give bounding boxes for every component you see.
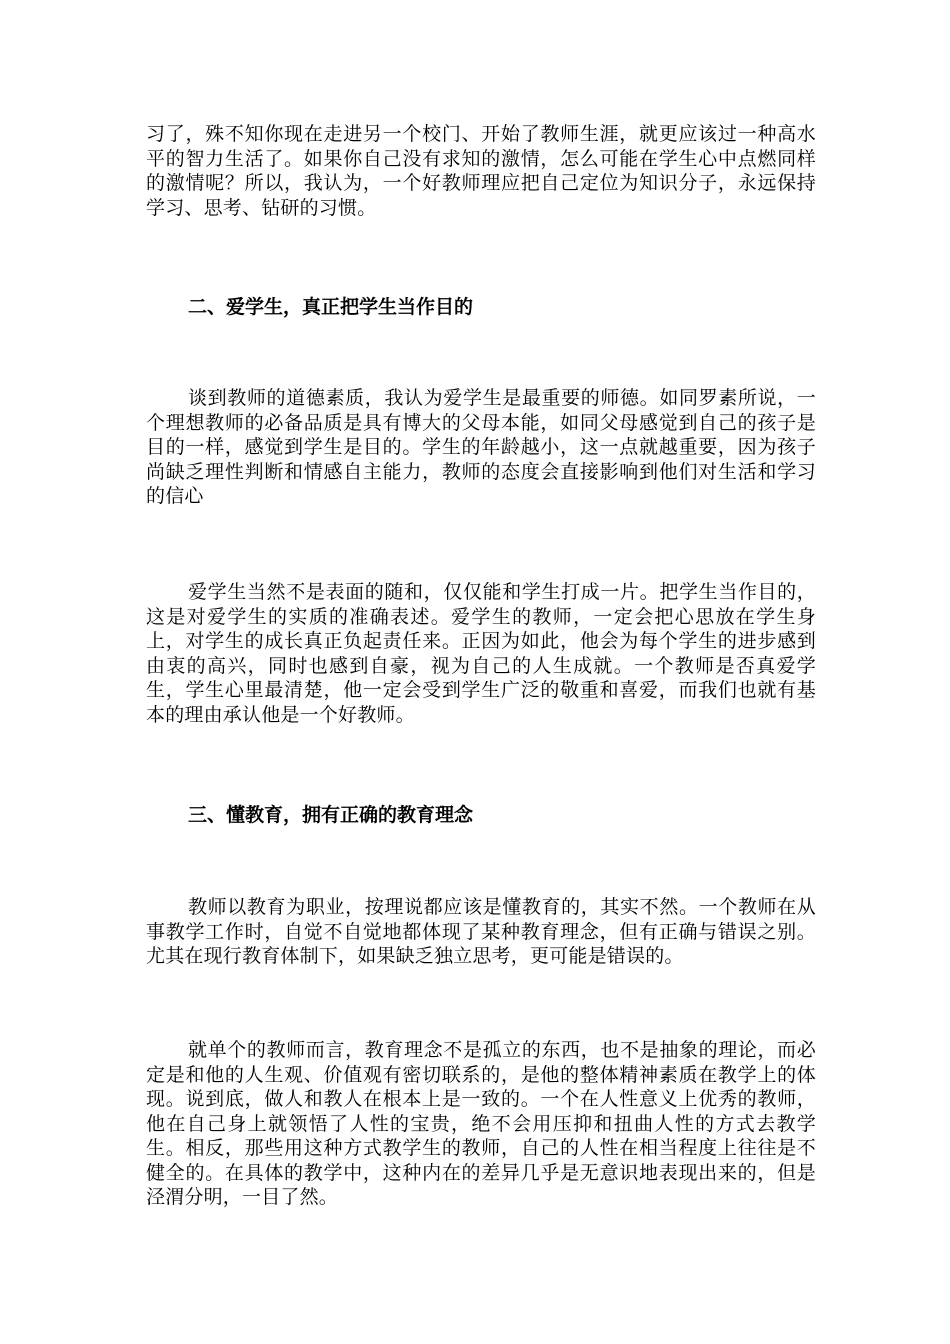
paragraph-text: 谈到教师的道德素质，我认为爱学生是最重要的师德。如同罗素所说，一个理想教师的必备品质是具有博大的父母本能，如同父母感觉到自己的孩子是目的一样，感觉到学生是目的。学生的年龄越小，这一点就越重要，因为孩子尚缺乏理性判断和情感自主能力，教师的态度会直接影响到他们对生活和学习的信心	[146, 387, 816, 507]
paragraph-education-profession	[146, 895, 816, 969]
paragraph-love-students	[146, 580, 816, 727]
paragraph-continuation	[146, 122, 816, 220]
section-heading-text: 三、懂教育，拥有正确的教育理念	[188, 804, 474, 826]
section-heading-3	[146, 803, 816, 827]
paragraph-teacher-morality	[146, 386, 816, 509]
paragraph-text: 就单个的教师而言，教育理念不是孤立的东西，也不是抽象的理论，而必定是和他的人生观、价值观有密切联系的，是他的整体精神素质在教学上的体现。说到底，做人和教人在根本上是一致的。一个在人性意义上优秀的教师，他在自己身上就领悟了人性的宝贵，绝不会用压抑和扭曲人性的方式去教学生。相反，那些用这种方式教学生的教师，自己的人性在相当程度上往往是不健全的。在具体的教学中，这种内在的差异几乎是无意识地表现出来的，但是泾渭分明，一目了然。	[146, 1039, 816, 1208]
paragraph-text: 教师以教育为职业，按理说都应该是懂教育的，其实不然。一个教师在从事教学工作时，自觉不自觉地都体现了某种教育理念，但有正确与错误之别。尤其在现行教育体制下，如果缺乏独立思考，更可能是错误的。	[146, 896, 816, 967]
paragraph-text: 习了，殊不知你现在走进另一个校门、开始了教师生涯，就更应该过一种高水平的智力生活了。如果你自己没有求知的激情，怎么可能在学生心中点燃同样的激情呢？所以，我认为，一个好教师理应把自己定位为知识分子，永远保持学习、思考、钻研的习惯。	[146, 123, 816, 219]
paragraph-education-philosophy	[146, 1038, 816, 1210]
section-heading-text: 二、爱学生，真正把学生当作目的	[188, 296, 474, 318]
section-heading-2	[146, 295, 816, 319]
paragraph-text: 爱学生当然不是表面的随和，仅仅能和学生打成一片。把学生当作目的，这是对爱学生的实质的准确表述。爱学生的教师，一定会把心思放在学生身上，对学生的成长真正负起责任来。正因为如此，他会为每个学生的进步感到由衷的高兴，同时也感到自豪，视为自己的人生成就。一个教师是否真爱学生，学生心里最清楚，他一定会受到学生广泛的敬重和喜爱，而我们也就有基本的理由承认他是一个好教师。	[146, 581, 816, 726]
